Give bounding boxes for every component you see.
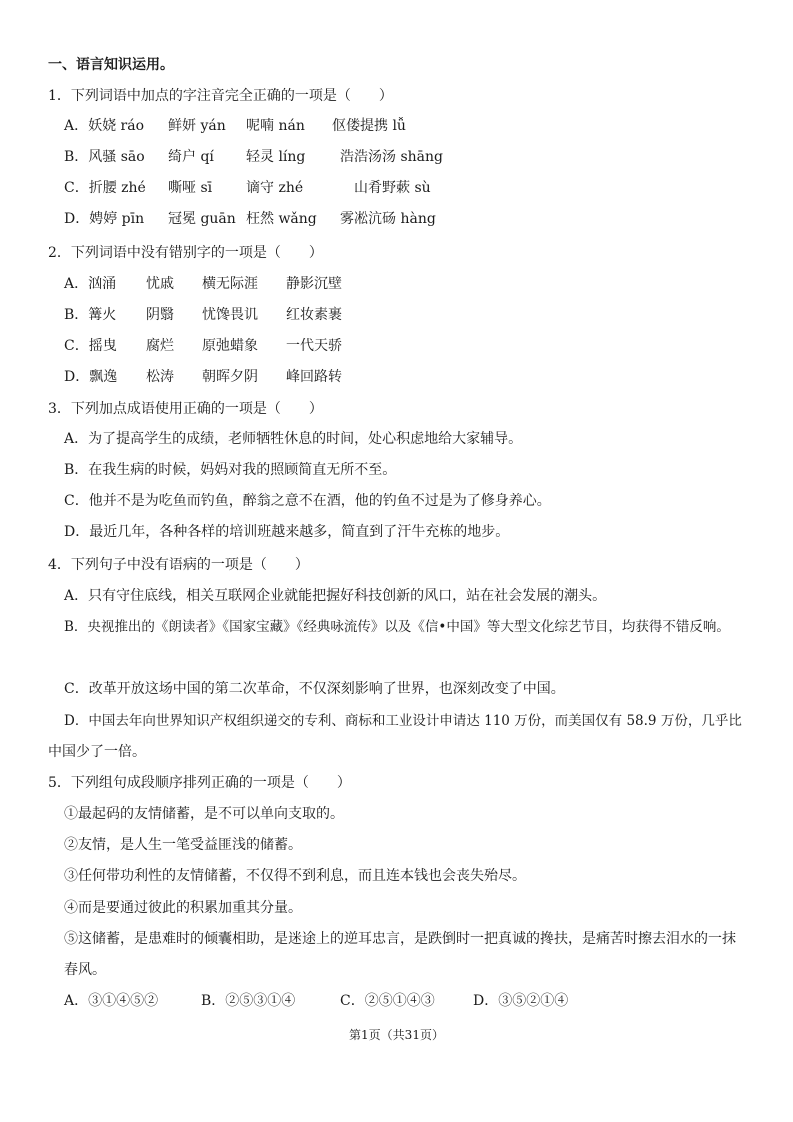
option-item: 嘶哑 sī <box>168 180 213 196</box>
option-item: 忧戚 <box>146 276 174 292</box>
option-item: 原弛蜡象 <box>202 338 258 354</box>
option-item: 忧馋畏讥 <box>202 307 258 323</box>
option-item: C．摇曳 <box>64 338 117 354</box>
question-4-option-b: B．央视推出的《朗读者》《国家宝藏》《经典咏流传》以及《信•中国》等大型文化综艺节目，均获得不错反响。 <box>64 619 730 635</box>
question-5-sentence: ③任何带功利性的友情储蓄，不仅得不到利息，而且连本钱也会丧失殆尽。 <box>64 868 526 884</box>
question-5-stem: 5．下列组句成段顺序排列正确的一项是（ ） <box>48 775 351 791</box>
option-item: A．妖娆 ráo <box>64 118 145 134</box>
option-item: 朝晖夕阴 <box>202 369 258 385</box>
option-item: B．②⑤③①④ <box>201 993 296 1009</box>
page-footer: 第1页（共31页） <box>349 1028 444 1042</box>
option-item: D．飘逸 <box>64 369 118 385</box>
option-item: 鲜妍 yán <box>168 118 226 134</box>
option-item: 枉然 wǎng <box>246 211 317 227</box>
option-item: 松涛 <box>146 369 174 385</box>
question-4-option-d: D．中国去年向世界知识产权组织递交的专利、商标和工业设计申请达 110 万份，而美国仅有 58.9 万份，几乎比 <box>64 713 742 729</box>
option-item: C．折腰 zhé <box>64 180 146 196</box>
option-item: 腐烂 <box>146 338 174 354</box>
question-5-sentence: ⑤这储蓄，是患难时的倾囊相助，是迷途上的逆耳忠言，是跌倒时一把真诚的搀扶，是痛苦时擦去泪水的一抹 <box>64 931 736 947</box>
option-item: 呢喃 nán <box>246 118 305 134</box>
option-item: 浩浩汤汤 shāng <box>340 149 443 165</box>
option-item: 伛偻提携 lǚ <box>332 118 406 134</box>
question-3-option-d: D．最近几年，各种各样的培训班越来越多，简直到了汗牛充栋的地步。 <box>64 524 510 540</box>
question-3-option-c: C．他并不是为吃鱼而钓鱼，醉翁之意不在酒，他的钓鱼不过是为了修身养心。 <box>64 493 551 509</box>
section-title: 一、语言知识运用。 <box>48 57 174 73</box>
question-5-sentence: ①最起码的友情储蓄，是不可以单向支取的。 <box>64 806 344 822</box>
option-item: 一代天骄 <box>286 338 342 354</box>
question-4-stem: 4．下列句子中没有语病的一项是（ ） <box>48 557 309 573</box>
question-5-sentence: ②友情，是人生一笔受益匪浅的储蓄。 <box>64 837 302 853</box>
question-5-sentence: ④而是要通过彼此的积累加重其分量。 <box>64 900 302 916</box>
question-4-option-a: A．只有守住底线，相关互联网企业就能把握好科技创新的风口，站在社会发展的潮头。 <box>64 588 607 604</box>
option-item: A．③①④⑤② <box>64 993 159 1009</box>
question-2-stem: 2．下列词语中没有错别字的一项是（ ） <box>48 245 323 261</box>
option-item: C．②⑤①④③ <box>340 993 435 1009</box>
option-item: A．汹涌 <box>64 276 117 292</box>
option-item: D．③⑤②①④ <box>473 993 569 1009</box>
option-item: 轻灵 líng <box>246 149 306 165</box>
question-4-option-d-continued: 中国少了一倍。 <box>48 744 146 760</box>
option-item: 雾凇沆砀 hàng <box>340 211 436 227</box>
option-item: B．篝火 <box>64 307 117 323</box>
option-item: 静影沉壁 <box>286 276 342 292</box>
option-item: 谪守 zhé <box>246 180 304 196</box>
option-item: D．娉婷 pīn <box>64 211 145 227</box>
option-item: 峰回路转 <box>286 369 342 385</box>
option-item: 阴翳 <box>146 307 174 323</box>
option-item: 山肴野蔌 sù <box>354 180 431 196</box>
option-item: 横无际涯 <box>202 276 258 292</box>
question-3-option-b: B．在我生病的时候，妈妈对我的照顾简直无所不至。 <box>64 462 397 478</box>
option-item: B．风骚 sāo <box>64 149 145 165</box>
question-3-option-a: A．为了提高学生的成绩，老师牺牲休息的时间，处心积虑地给大家辅导。 <box>64 431 523 447</box>
option-item: 绮户 qí <box>168 149 214 165</box>
option-item: 冠冕 guān <box>168 211 236 227</box>
question-3-stem: 3．下列加点成语使用正确的一项是（ ） <box>48 401 323 417</box>
question-4-option-c: C．改革开放这场中国的第二次革命，不仅深刻影响了世界，也深刻改变了中国。 <box>64 681 565 697</box>
question-1-stem: 1．下列词语中加点的字注音完全正确的一项是（ ） <box>48 88 393 104</box>
question-5-sentence-continued: 春风。 <box>64 962 106 978</box>
option-item: 红妆素裹 <box>286 307 342 323</box>
